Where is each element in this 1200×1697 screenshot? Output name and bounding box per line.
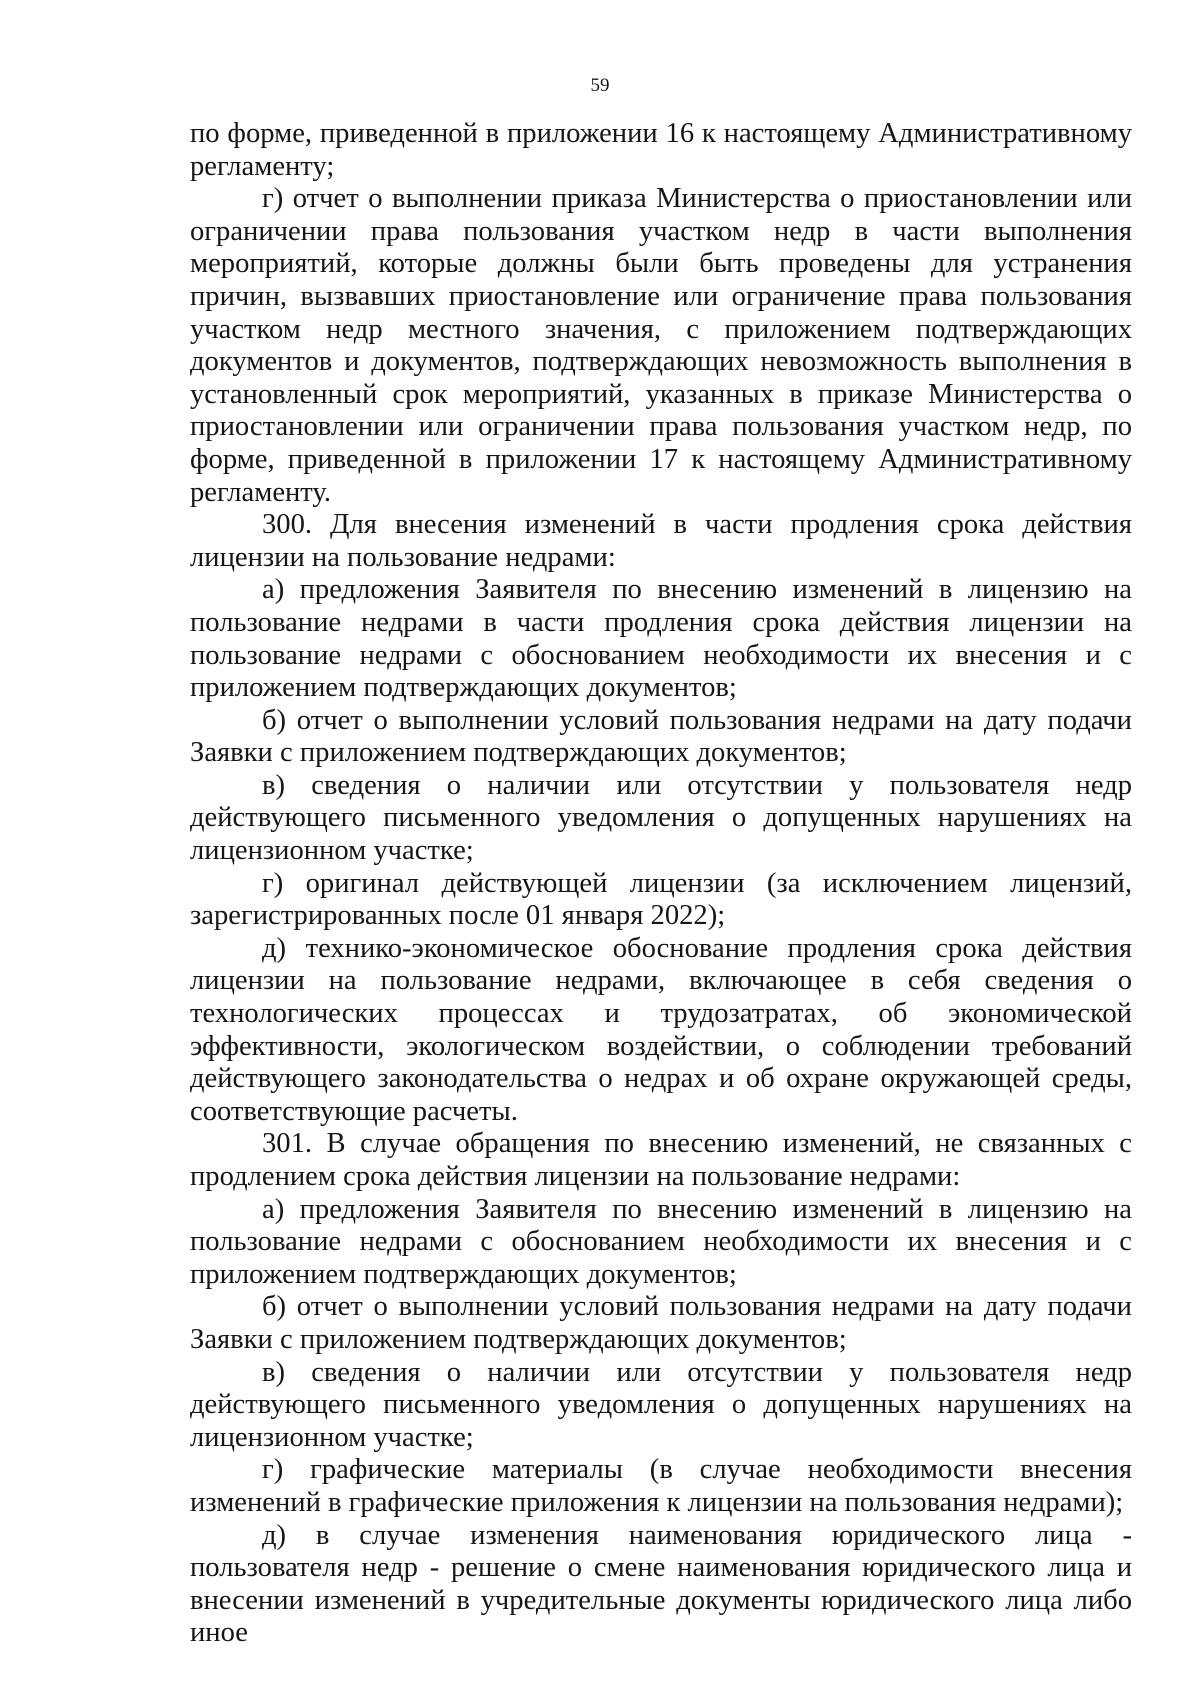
paragraph-300-item-g: г) оригинал действующей лицензии (за исключением лицензий, зарегистрированных после 01 января 2022); <box>190 867 1132 932</box>
paragraph-301-item-g: г) графические материалы (в случае необходимости внесения изменений в графические приложения к лицензии на пользования недрами); <box>190 1454 1132 1518</box>
paragraph-301-item-v: в) сведения о наличии или отсутствии у пользователя недр действующего письменного уведомления о допущенных нарушениях на лицензионном участке; <box>190 1356 1132 1453</box>
paragraph-clause-301: 301. В случае обращения по внесению изменений, не связанных с продлением срока действия лицензии на пользование недрами: <box>190 1128 1132 1192</box>
paragraph-301-item-b: б) отчет о выполнении условий пользования недрами на дату подачи Заявки с приложением подтверждающих документов; <box>190 1291 1132 1355</box>
document-body <box>190 118 1132 1650</box>
paragraph-300-item-v: в) сведения о наличии или отсутствии у пользователя недр действующего письменного уведомления о допущенных нарушениях на лицензионном участке; <box>190 769 1132 867</box>
paragraph-continuation: по форме, приведенной в приложении 16 к настоящему Административному регламенту; <box>190 118 1132 182</box>
paragraph-clause-300: 300. Для внесения изменений в части продления срока действия лицензии на пользование недрами: <box>190 509 1132 573</box>
paragraph-300-item-b: б) отчет о выполнении условий пользования недрами на дату подачи Заявки с приложением подтверждающих документов; <box>190 704 1132 769</box>
page-number: 59 <box>590 75 610 96</box>
paragraph-item-g-report: г) отчет о выполнении приказа Министерства о приостановлении или ограничении права пользования участком недр в части выполнения мероприятий, которые должны были быть проведены для устранения причин, вызвавших приостановление или ограничение права пользования участком недр местного значения, с приложением подтверждающих документов и документов, подтверждающих невозможность выполнения в установленный срок мероприятий, указанных в приказе Министерства о приостановлении или ограничении права пользования участком недр, по форме, приведенной в приложении 17 к настоящему Административному регламенту. <box>190 183 1132 508</box>
paragraph-301-item-d: д) в случае изменения наименования юридического лица - пользователя недр - решение о смене наименования юридического лица и внесении изменений в учредительные документы юридического лица либо иное <box>190 1519 1132 1649</box>
paragraph-300-item-a: а) предложения Заявителя по внесению изменений в лицензию на пользование недрами в части продления срока действия лицензии на пользование недрами с обоснованием необходимости их внесения и с приложением подтверждающих документов; <box>190 574 1132 704</box>
paragraph-300-item-d: д) технико-экономическое обоснование продления срока действия лицензии на пользование недрами, включающее в себя сведения о технологических процессах и трудозатратах, об экономической эффективности, экологическом воздействии, о соблюдении требований действующего законодательства о недрах и об охране окружающей среды, соответствующие расчеты. <box>190 932 1132 1127</box>
paragraph-301-item-a: а) предложения Заявителя по внесению изменений в лицензию на пользование недрами с обоснованием необходимости их внесения и с приложением подтверждающих документов; <box>190 1193 1132 1290</box>
